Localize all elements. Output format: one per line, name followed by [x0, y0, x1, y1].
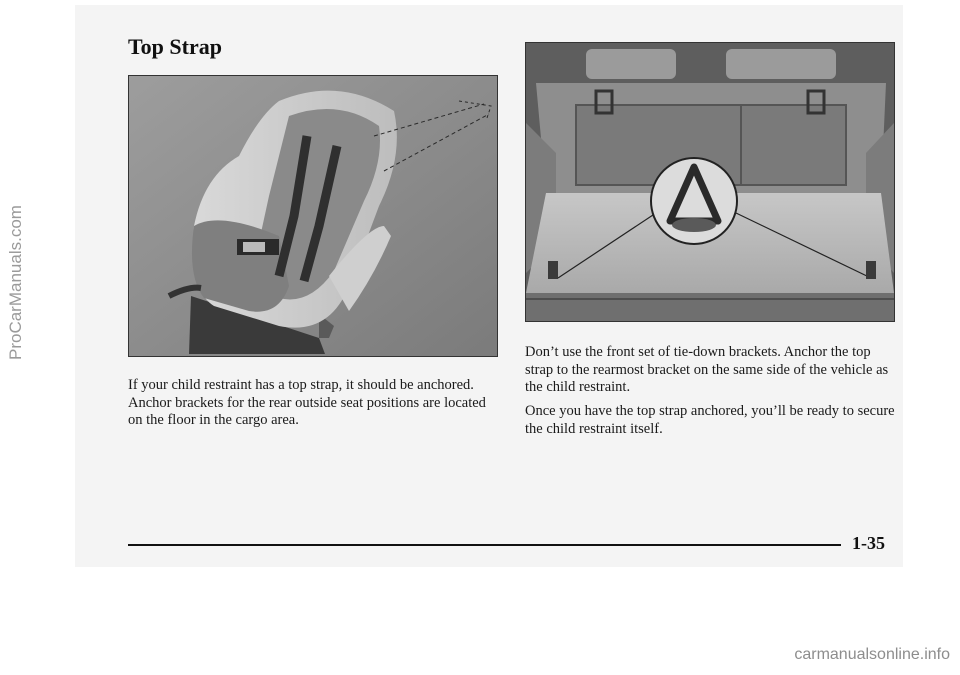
cargo-area-photo	[525, 42, 895, 322]
page-number: 1-35	[852, 533, 885, 553]
child-seat-photo	[128, 75, 498, 357]
footer-rule	[128, 544, 841, 546]
side-watermark: ProCarManuals.com	[6, 205, 25, 360]
paragraph-next-step: Once you have the top strap anchored, you’ll be ready to secure the child restraint itself.	[525, 403, 895, 437]
paragraph-anchor-location: If your child restraint has a top strap, it should be anchored. Anchor brackets for the rear outside seat positions are located on the floor in the cargo area.	[128, 377, 486, 428]
footer-watermark: carmanualsonline.info	[794, 646, 950, 663]
section-title: Top Strap	[128, 34, 222, 59]
paragraph-bracket-instruction: Don’t use the front set of tie-down brackets. Anchor the top strap to the rearmost bracket on the same side of the vehicle as the child restraint.	[525, 344, 889, 395]
